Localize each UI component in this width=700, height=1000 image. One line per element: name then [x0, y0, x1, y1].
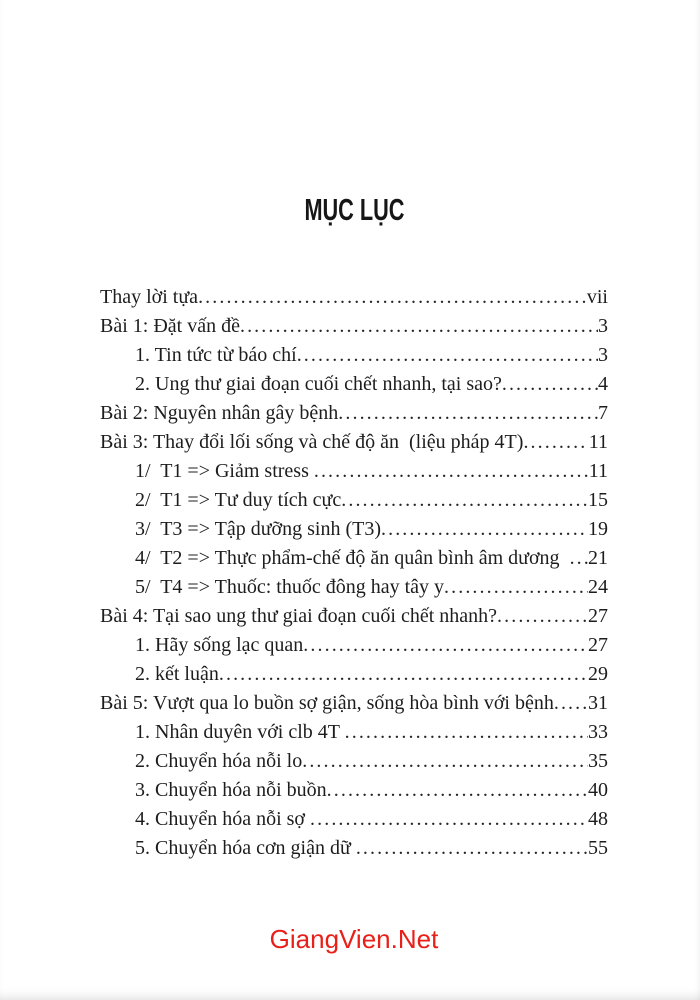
toc-entry-label: 3. Chuyển hóa nỗi buồn: [135, 779, 327, 801]
toc-entry-label: Bài 4: Tại sao ung thư giai đoạn cuối chết nhanh?: [100, 605, 498, 627]
page-title: [100, 190, 608, 230]
dot-leader: [554, 689, 588, 718]
toc-entry-label: 2/ T1 => Tư duy tích cực: [135, 489, 342, 511]
toc-entry[interactable]: [100, 399, 608, 428]
dot-leader: [502, 370, 598, 399]
toc-entry-page: 15: [588, 489, 608, 511]
toc-entry-label: 2. Ung thư giai đoạn cuối chết nhanh, tại sao?: [135, 373, 502, 395]
toc-entry-page: vii: [586, 286, 608, 308]
dot-leader: [327, 776, 588, 805]
toc-entry[interactable]: [100, 602, 608, 631]
dot-leader: [356, 834, 588, 863]
toc-entry[interactable]: [100, 544, 608, 573]
dot-leader: [219, 660, 588, 689]
toc-entry-page: 11: [588, 460, 608, 482]
toc-entry[interactable]: [100, 370, 608, 399]
dot-leader: [497, 602, 588, 631]
toc-entry-label: Bài 1: Đặt vấn đề: [100, 315, 240, 337]
toc-entry-page: 55: [588, 837, 608, 859]
dot-leader: [310, 805, 588, 834]
toc-entry-label: Bài 5: Vượt qua lo buồn sợ giận, sống hòa bình với bệnh: [100, 692, 554, 714]
dot-leader: [523, 428, 583, 457]
page-title-text: MỤC LỤC: [303, 192, 405, 227]
toc-entry-page: 7: [598, 402, 608, 424]
toc-entry-label: Bài 2: Nguyên nhân gây bệnh: [100, 402, 339, 424]
toc-entry-page: 33: [588, 721, 608, 743]
toc-entry-label: 5/ T4 => Thuốc: thuốc đông hay tây y: [135, 576, 445, 598]
dot-leader: [338, 399, 598, 428]
toc-entry-label: 4. Chuyển hóa nỗi sợ: [135, 808, 311, 830]
toc-entry-page: 19: [588, 518, 608, 540]
toc-entry[interactable]: [100, 486, 608, 515]
toc-list: [100, 283, 608, 863]
dot-leader: [297, 341, 598, 370]
toc-entry-page: 29: [588, 663, 608, 685]
toc-entry[interactable]: [100, 515, 608, 544]
toc-entry-label: 2. kết luận: [135, 663, 219, 685]
toc-entry-page: 4: [598, 373, 608, 395]
dot-leader: [198, 283, 587, 312]
toc-entry-label: 1/ T1 => Giảm stress: [135, 460, 314, 482]
toc-entry-label: 1. Tin tức từ báo chí: [135, 344, 297, 366]
toc-entry[interactable]: [100, 573, 608, 602]
dot-leader: [341, 486, 588, 515]
toc-entry[interactable]: [100, 747, 608, 776]
toc-entry[interactable]: [100, 689, 608, 718]
toc-entry-page: 3: [598, 315, 608, 337]
toc-entry[interactable]: [100, 776, 608, 805]
toc-entry[interactable]: [100, 341, 608, 370]
dot-leader: [302, 747, 588, 776]
toc-entry-label: 4/ T2 => Thực phẩm-chế độ ăn quân bình âm dương: [135, 547, 570, 569]
toc-entry-page: 27: [588, 605, 608, 627]
toc-entry-page: 24: [588, 576, 608, 598]
toc-entry-label: 2. Chuyển hóa nỗi lo: [135, 750, 303, 772]
dot-leader: [240, 312, 598, 341]
toc-entry[interactable]: [100, 631, 608, 660]
toc-entry-label: 1. Hãy sống lạc quan: [135, 634, 304, 656]
toc-entry[interactable]: [100, 660, 608, 689]
dot-leader: [444, 573, 588, 602]
watermark-link[interactable]: GiangVien.Net: [269, 924, 439, 954]
toc-entry-label: 5. Chuyển hóa cơn giận dữ: [135, 837, 356, 859]
toc-entry[interactable]: [100, 834, 608, 863]
dot-leader: [570, 544, 588, 573]
toc-entry-page: 11: [583, 431, 608, 453]
toc-entry-page: 31: [588, 692, 608, 714]
dot-leader: [345, 718, 588, 747]
dot-leader: [303, 631, 588, 660]
toc-entry-label: Thay lời tựa: [100, 286, 199, 308]
toc-entry[interactable]: [100, 718, 608, 747]
toc-entry-label: Bài 3: Thay đổi lối sống và chế độ ăn (liệu pháp 4T): [100, 431, 524, 453]
toc-entry-page: 27: [588, 634, 608, 656]
toc-entry-page: 40: [588, 779, 608, 801]
toc-entry[interactable]: [100, 283, 608, 312]
toc-entry-label: 3/ T3 => Tập dưỡng sinh (T3): [135, 518, 381, 540]
toc-entry-page: 3: [598, 344, 608, 366]
toc-entry[interactable]: [100, 312, 608, 341]
toc-entry[interactable]: [100, 428, 608, 457]
dot-leader: [314, 457, 589, 486]
dot-leader: [381, 515, 588, 544]
toc-entry-page: 48: [588, 808, 608, 830]
toc-entry-label: 1. Nhân duyên với clb 4T: [135, 721, 345, 743]
toc-entry-page: 35: [588, 750, 608, 772]
toc-entry[interactable]: [100, 805, 608, 834]
toc-entry[interactable]: [100, 457, 608, 486]
toc-entry-page: 21: [588, 547, 608, 569]
